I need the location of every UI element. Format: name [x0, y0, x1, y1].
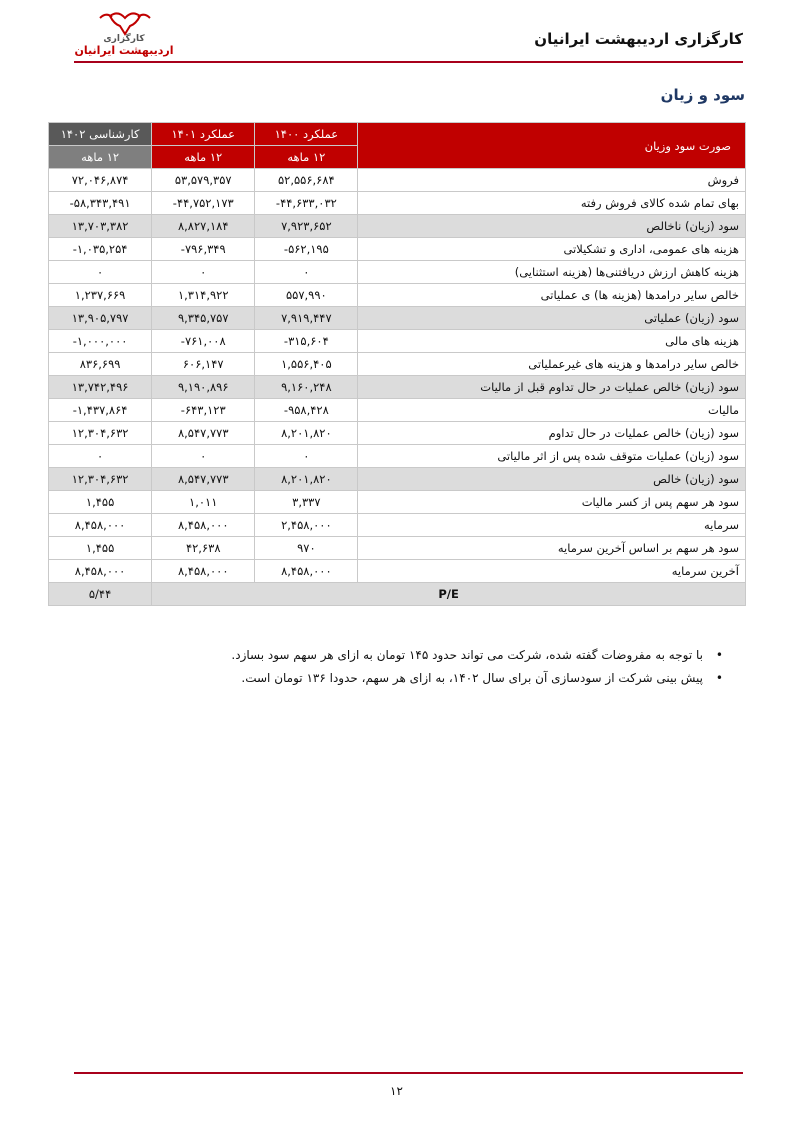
value-1402: ۱,۴۵۵: [49, 537, 152, 560]
row-label: خالص سایر درامدها (هزینه ها) ی عملیاتی: [358, 284, 746, 307]
value-1401: ۸,۵۴۷,۷۷۳: [152, 468, 255, 491]
value-1400: ۸,۴۵۸,۰۰۰: [255, 560, 358, 583]
value-1402: -۱,۰۰۰,۰۰۰: [49, 330, 152, 353]
value-1400: ۵۵۷,۹۹۰: [255, 284, 358, 307]
value-1401: ۰: [152, 261, 255, 284]
col-header-1401: عملکرد ۱۴۰۱: [152, 123, 255, 146]
logo-line2: اردیبهشت ایرانیان: [74, 44, 174, 57]
value-1402: -۱,۰۳۵,۲۵۴: [49, 238, 152, 261]
row-label: مالیات: [358, 399, 746, 422]
note-item: [203, 671, 723, 685]
value-1401: ۱,۳۱۴,۹۲۲: [152, 284, 255, 307]
value-1402: ۱۳,۷۴۲,۴۹۶: [49, 376, 152, 399]
pe-row: [49, 583, 746, 606]
value-1400: ۹,۱۶۰,۲۴۸: [255, 376, 358, 399]
col-period-1400: ۱۲ ماهه: [255, 146, 358, 169]
table-row: [49, 422, 746, 445]
value-1401: ۰: [152, 445, 255, 468]
value-1402: ۱,۲۳۷,۶۶۹: [49, 284, 152, 307]
col-header-1402: کارشناسی ۱۴۰۲: [49, 123, 152, 146]
row-label: سرمایه: [358, 514, 746, 537]
bullet-icon: •: [715, 648, 723, 662]
value-1400: ۱,۵۵۶,۴۰۵: [255, 353, 358, 376]
footer-divider: [74, 1072, 743, 1074]
row-label: سود (زیان) عملیاتی: [358, 307, 746, 330]
table-row: [49, 376, 746, 399]
table-row: [49, 468, 746, 491]
row-label: هزینه های عمومی، اداری و تشکیلاتی: [358, 238, 746, 261]
table-row: [49, 238, 746, 261]
value-1401: ۴۲,۶۳۸: [152, 537, 255, 560]
note-text: با توجه به مفروضات گفته شده، شرکت می تواند حدود ۱۴۵ تومان به ازای هر سهم سود بسازد.: [231, 648, 703, 662]
value-1402: -۵۸,۳۴۳,۴۹۱: [49, 192, 152, 215]
table-row: [49, 537, 746, 560]
row-label: سود (زیان) عملیات متوقف شده پس از اثر مالیاتی: [358, 445, 746, 468]
value-1400: ۳,۳۳۷: [255, 491, 358, 514]
row-label: هزینه های مالی: [358, 330, 746, 353]
value-1400: ۲,۴۵۸,۰۰۰: [255, 514, 358, 537]
row-label: آخرین سرمایه: [358, 560, 746, 583]
value-1402: ۰: [49, 261, 152, 284]
table-row: [49, 491, 746, 514]
value-1400: ۸,۲۰۱,۸۲۰: [255, 422, 358, 445]
note-text: پیش بینی شرکت از سودسازی آن برای سال ۱۴۰۲، به ازای هر سهم، حدودا ۱۳۶ تومان است.: [241, 671, 703, 685]
row-label: هزینه کاهش ارزش دریافتنی‌ها (هزینه استثنایی): [358, 261, 746, 284]
value-1401: -۶۴۳,۱۲۳: [152, 399, 255, 422]
table-row: [49, 284, 746, 307]
row-label: سود هر سهم بر اساس آخرین سرمایه: [358, 537, 746, 560]
value-1401: ۸,۴۵۸,۰۰۰: [152, 514, 255, 537]
pe-value: ۵/۴۴: [49, 583, 152, 606]
value-1401: ۹,۱۹۰,۸۹۶: [152, 376, 255, 399]
row-label: سود (زیان) ناخالص: [358, 215, 746, 238]
table-row: [49, 261, 746, 284]
col-header-1400: عملکرد ۱۴۰۰: [255, 123, 358, 146]
table-row: [49, 169, 746, 192]
income-statement-table: [48, 122, 746, 606]
table-row: [49, 307, 746, 330]
section-title: سود و زیان: [660, 86, 745, 104]
value-1402: ۸۳۶,۶۹۹: [49, 353, 152, 376]
table-row: [49, 445, 746, 468]
value-1400: -۵۶۲,۱۹۵: [255, 238, 358, 261]
table-row: [49, 330, 746, 353]
col-period-1402: ۱۲ ماهه: [49, 146, 152, 169]
value-1400: -۳۱۵,۶۰۴: [255, 330, 358, 353]
value-1400: ۷,۹۲۳,۶۵۲: [255, 215, 358, 238]
value-1402: ۰: [49, 445, 152, 468]
table-row: [49, 353, 746, 376]
value-1400: ۵۲,۵۵۶,۶۸۴: [255, 169, 358, 192]
header-title: کارگزاری اردیبهشت ایرانیان: [534, 30, 743, 48]
row-label: سود (زیان) خالص: [358, 468, 746, 491]
row-label: سود هر سهم پس از کسر مالیات: [358, 491, 746, 514]
value-1401: ۶۰۶,۱۴۷: [152, 353, 255, 376]
table-row: [49, 560, 746, 583]
value-1400: ۸,۲۰۱,۸۲۰: [255, 468, 358, 491]
row-label: بهای تمام شده کالای فروش رفته: [358, 192, 746, 215]
value-1402: ۱۲,۳۰۴,۶۳۲: [49, 422, 152, 445]
page-number: ۱۲: [390, 1084, 403, 1098]
header-divider: [74, 61, 743, 63]
notes-list: [203, 648, 723, 694]
value-1402: -۱,۴۳۷,۸۶۴: [49, 399, 152, 422]
value-1400: ۹۷۰: [255, 537, 358, 560]
value-1402: ۱۳,۷۰۳,۳۸۲: [49, 215, 152, 238]
value-1402: ۷۲,۰۴۶,۸۷۴: [49, 169, 152, 192]
row-label: فروش: [358, 169, 746, 192]
logo-line1: کارگزاری: [103, 34, 145, 44]
value-1402: ۱۳,۹۰۵,۷۹۷: [49, 307, 152, 330]
note-item: [203, 648, 723, 662]
value-1400: ۷,۹۱۹,۴۴۷: [255, 307, 358, 330]
value-1401: ۸,۴۵۸,۰۰۰: [152, 560, 255, 583]
value-1400: -۹۵۸,۴۲۸: [255, 399, 358, 422]
row-label: سود (زیان) خالص عملیات در حال تداوم قبل از مالیات: [358, 376, 746, 399]
col-period-1401: ۱۲ ماهه: [152, 146, 255, 169]
bullet-icon: •: [715, 671, 723, 685]
value-1401: ۹,۳۴۵,۷۵۷: [152, 307, 255, 330]
value-1400: ۰: [255, 445, 358, 468]
pe-label: P/E: [152, 583, 746, 606]
value-1400: ۰: [255, 261, 358, 284]
value-1402: ۱۲,۳۰۴,۶۳۲: [49, 468, 152, 491]
value-1402: ۱,۴۵۵: [49, 491, 152, 514]
value-1401: ۱,۰۱۱: [152, 491, 255, 514]
row-label: خالص سایر درامدها و هزینه های غیرعملیاتی: [358, 353, 746, 376]
value-1401: ۸,۵۴۷,۷۷۳: [152, 422, 255, 445]
value-1401: ۸,۸۲۷,۱۸۴: [152, 215, 255, 238]
table-corner-label: صورت سود وزیان: [358, 123, 746, 169]
table-row: [49, 192, 746, 215]
table-row: [49, 399, 746, 422]
table-row: [49, 514, 746, 537]
value-1401: -۷۶۱,۰۰۸: [152, 330, 255, 353]
value-1401: -۷۹۶,۳۴۹: [152, 238, 255, 261]
value-1402: ۸,۴۵۸,۰۰۰: [49, 514, 152, 537]
value-1401: -۴۴,۷۵۲,۱۷۳: [152, 192, 255, 215]
table-row: [49, 215, 746, 238]
value-1402: ۸,۴۵۸,۰۰۰: [49, 560, 152, 583]
value-1400: -۴۴,۶۳۳,۰۳۲: [255, 192, 358, 215]
value-1401: ۵۳,۵۷۹,۳۵۷: [152, 169, 255, 192]
row-label: سود (زیان) خالص عملیات در حال تداوم: [358, 422, 746, 445]
